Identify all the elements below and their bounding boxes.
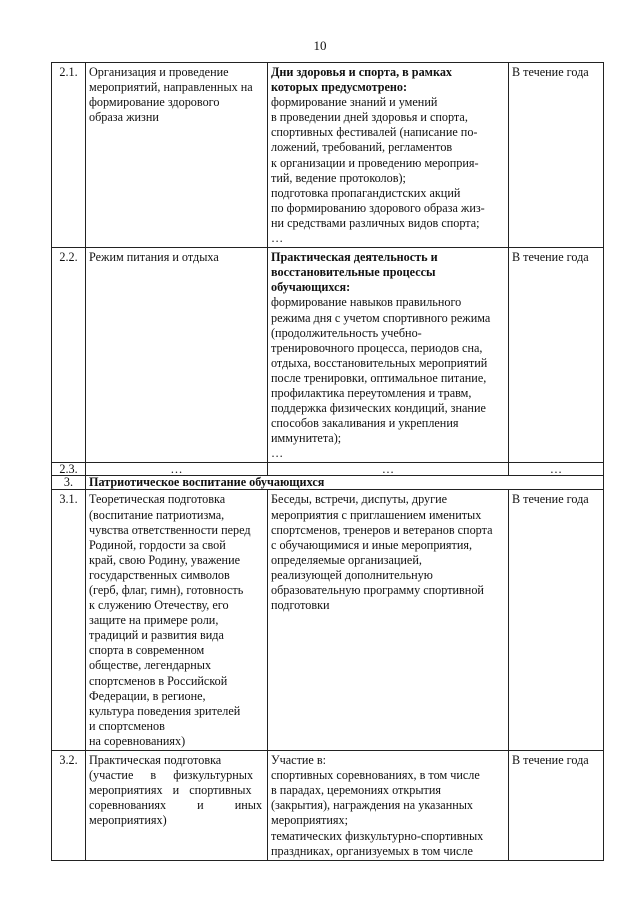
table-row: [52, 751, 604, 861]
activity-name-ellipsis: …: [86, 463, 268, 476]
activity-name-line: Режим питания и отдыха: [89, 250, 219, 265]
row-number: 3.1.: [52, 490, 86, 751]
description-line: реализующей дополнительную: [271, 567, 433, 582]
activity-description-cell: [268, 63, 509, 248]
description-line: (продолжительность учебно-: [271, 325, 422, 340]
activity-name-line: Практическая подготовка: [89, 753, 222, 768]
activity-name-line: к служению Отечеству, его: [89, 598, 229, 613]
term-cell: В течение года: [509, 63, 604, 248]
description-line: подготовки: [271, 598, 330, 613]
activity-name-line: край, свою Родину, уважение: [89, 552, 241, 567]
description-line: спортсменов, тренеров и ветеранов спорта: [271, 522, 493, 537]
activity-name-line: спорта в современном: [89, 643, 205, 658]
description-line: тематических физкультурно-спортивных: [271, 828, 484, 843]
term-cell: В течение года: [509, 490, 604, 751]
description-line: тий, ведение протоколов);: [271, 170, 406, 185]
description-line: Беседы, встречи, диспуты, другие: [271, 492, 448, 507]
activity-plan-table: [51, 62, 604, 861]
description-line: иммунитета);: [271, 431, 342, 446]
description-line: в парадах, церемониях открытия: [271, 783, 441, 798]
activity-name-line: обществе, легендарных: [89, 658, 212, 673]
description-line: определяемые организацией,: [271, 552, 422, 567]
description-line: формирование навыков правильного: [271, 295, 462, 310]
description-line: профилактика переутомления и травм,: [271, 385, 472, 400]
description-line: мероприятия с приглашением именитых: [271, 507, 482, 522]
term-cell: В течение года: [509, 248, 604, 463]
activity-name-line: и спортсменов: [89, 718, 165, 733]
activity-name-line: соревнованиях и иных: [89, 798, 263, 813]
term-ellipsis: …: [509, 463, 604, 476]
activity-name-line: Родиной, гордости за свой: [89, 537, 226, 552]
section-number: 3.: [52, 476, 86, 490]
description-line: поддержка физических кондиций, знание: [271, 401, 486, 416]
description-line: (закрытия), награждения на указанных: [271, 798, 474, 813]
description-line: Участие в:: [271, 753, 327, 768]
activity-name-line: формирование здорового: [89, 95, 220, 110]
activity-description-cell: [268, 490, 509, 751]
description-line: ни средствами различных видов спорта;: [271, 215, 480, 230]
activity-name-line: (участие в физкультурных: [89, 768, 254, 783]
activity-name-line: мероприятий, направленных на: [89, 80, 253, 95]
description-line: спортивных соревнованиях, в том числе: [271, 768, 480, 783]
row-number: 3.2.: [52, 751, 86, 861]
activity-name-line: традиций и развития вида: [89, 628, 224, 643]
description-line: ложений, требований, регламентов: [271, 140, 453, 155]
activity-description-cell: [268, 248, 509, 463]
table-row: [52, 463, 604, 476]
description-heading-line: которых предусмотрено:: [271, 80, 408, 95]
activity-name-line: Организация и проведение: [89, 65, 229, 79]
description-heading-line: Дни здоровья и спорта, в рамках: [271, 65, 453, 79]
activity-name-line: мероприятиях): [89, 813, 167, 828]
description-ellipsis: …: [271, 231, 284, 246]
activity-name-cell: [86, 751, 268, 861]
description-line: в проведении дней здоровья и спорта,: [271, 110, 468, 125]
activity-name-line: чувства ответственности перед: [89, 522, 251, 537]
activity-name-line: культура поведения зрителей: [89, 703, 241, 718]
table-row: [52, 63, 604, 248]
activity-name-cell: [86, 63, 268, 248]
table-row: [52, 490, 604, 751]
activity-name-line: защите на примере роли,: [89, 613, 219, 628]
row-number: 2.2.: [52, 248, 86, 463]
activity-name-line: Федерации, в регионе,: [89, 688, 206, 703]
activity-name-line: мероприятиях и спортивных: [89, 783, 252, 798]
activity-name-line: государственных символов: [89, 567, 230, 582]
description-line: режима дня с учетом спортивного режима: [271, 310, 491, 325]
page-number: 10: [313, 38, 327, 53]
section-row: [52, 476, 604, 490]
description-line: формирование знаний и умений: [271, 95, 438, 110]
description-line: тренировочного процесса, периодов сна,: [271, 340, 483, 355]
description-ellipsis: …: [268, 463, 509, 476]
description-line: спортивных фестивалей (написание по-: [271, 125, 478, 140]
activity-name-line: Теоретическая подготовка: [89, 492, 226, 507]
activity-name-line: образа жизни: [89, 110, 159, 125]
activity-name-cell: [86, 248, 268, 463]
description-line: мероприятиях;: [271, 813, 348, 828]
description-line: к организации и проведению мероприя-: [271, 155, 479, 170]
description-line: подготовка пропагандистских акций: [271, 185, 461, 200]
description-line: праздниках, организуемых в том числе: [271, 843, 473, 858]
description-line: после тренировки, оптимальное питание,: [271, 370, 487, 385]
description-line: с обучающимися и иные мероприятия,: [271, 537, 473, 552]
activity-description-cell: [268, 751, 509, 861]
activity-name-cell: [86, 490, 268, 751]
section-title: Патриотическое воспитание обучающихся: [86, 476, 604, 490]
table-row: [52, 248, 604, 463]
row-number: 2.3.: [52, 463, 86, 476]
description-line: отдыха, восстановительных мероприятий: [271, 355, 488, 370]
activity-name-line: (воспитание патриотизма,: [89, 507, 225, 522]
description-line: образовательную программу спортивной: [271, 583, 484, 597]
description-line: способов закаливания и укрепления: [271, 416, 459, 431]
description-heading-line: Практическая деятельность и: [271, 250, 438, 265]
description-heading-line: обучающихся:: [271, 280, 351, 295]
description-ellipsis: …: [271, 446, 284, 461]
row-number: 2.1.: [52, 63, 86, 248]
activity-name-line: (герб, флаг, гимн), готовность: [89, 583, 244, 597]
description-heading-line: восстановительные процессы: [271, 265, 436, 280]
activity-name-line: спортсменов в Российской: [89, 673, 228, 688]
term-cell: В течение года: [509, 751, 604, 861]
activity-name-line: на соревнованиях): [89, 733, 186, 748]
description-line: по формированию здорового образа жиз-: [271, 200, 485, 215]
